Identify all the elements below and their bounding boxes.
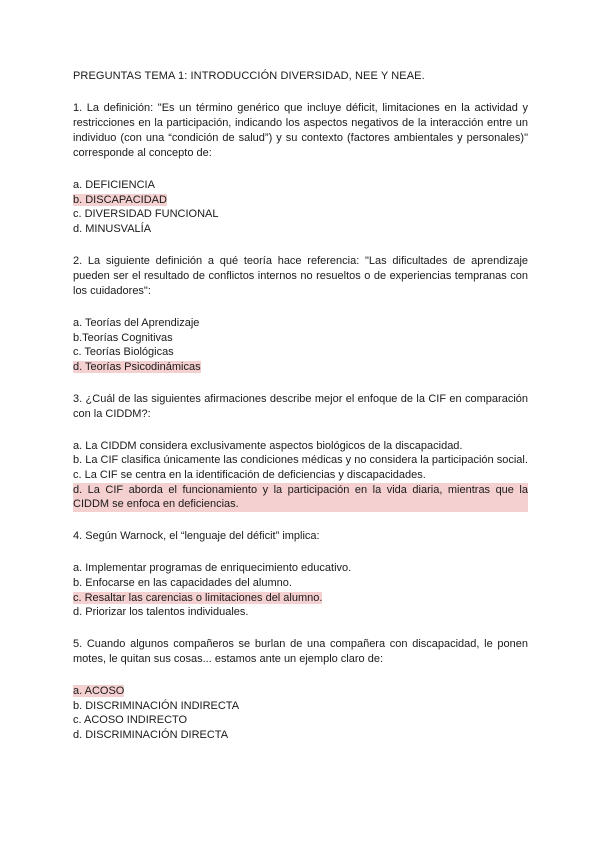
option-label: b. La CIF clasifica únicamente las condiciones médicas y no considera la participación social.	[73, 454, 528, 467]
option-label: c. ACOSO INDIRECTO	[73, 714, 188, 727]
answer-option	[73, 728, 528, 743]
option-label: c. Resaltar las carencias o limitaciones del alumno.	[73, 591, 323, 604]
answer-option	[73, 605, 528, 620]
question-text: 3. ¿Cuál de las siguientes afirmaciones describe mejor el enfoque de la CIF en comparación con la CIDDM?:	[73, 392, 528, 420]
answer-option	[73, 331, 528, 346]
question-text: 2. La siguiente definición a qué teoría hace referencia: "Las dificultades de aprendizaje pueden ser el resultado de conflictos internos no resueltos o de experiencias tempranas con los cuidadores":	[73, 254, 528, 297]
answer-options	[73, 178, 528, 237]
answer-options	[73, 561, 528, 620]
option-label: d. MINUSVALÍA	[73, 223, 152, 236]
answer-option-correct	[73, 483, 528, 512]
answer-options	[73, 684, 528, 743]
option-label: d. Teorías Psicodinámicas	[73, 360, 201, 373]
answer-option-correct	[73, 193, 528, 208]
question-text: 1. La definición: "Es un término genérico que incluye déficit, limitaciones en la actividad y restricciones en la participación, indicando los aspectos negativos de la interacción entre un individuo (con una “condición de salud”) y su contexto (factores ambientales y personales)" corresponde al concepto de:	[73, 102, 528, 159]
option-label: c. La CIF se centra en la identificación de deficiencias y discapacidades.	[73, 469, 426, 482]
answer-option	[73, 453, 528, 468]
document-title: PREGUNTAS TEMA 1: INTRODUCCIÓN DIVERSIDAD, NEE Y NEAE.	[73, 70, 425, 82]
answer-option	[73, 468, 528, 483]
document-page	[73, 69, 528, 760]
option-label: b. Enfocarse en las capacidades del alumno.	[73, 576, 292, 589]
answer-options	[73, 316, 528, 375]
answer-options	[73, 439, 528, 513]
option-label: a. DEFICIENCIA	[73, 179, 155, 191]
option-label: c. Teorías Biológicas	[73, 346, 174, 359]
answer-option	[73, 316, 528, 331]
answer-option	[73, 561, 528, 576]
option-label: a. Implementar programas de enriquecimiento educativo.	[73, 562, 352, 575]
option-label: d. La CIF aborda el funcionamiento y la participación en la vida diaria, mientras que la CIDDM se enfoca en deficiencias.	[73, 483, 528, 511]
answer-option	[73, 713, 528, 728]
answer-option	[73, 222, 528, 237]
option-label: a. ACOSO	[73, 684, 125, 697]
option-label: b.Teorías Cognitivas	[73, 331, 173, 344]
answer-option-correct	[73, 684, 528, 699]
answer-option	[73, 178, 528, 193]
option-label: b. DISCRIMINACIÓN INDIRECTA	[73, 699, 240, 712]
option-label: a. Teorías del Aprendizaje	[73, 316, 200, 329]
answer-option	[73, 207, 528, 222]
option-label: d. DISCRIMINACIÓN DIRECTA	[73, 729, 229, 742]
answer-option-correct	[73, 360, 528, 375]
answer-option	[73, 576, 528, 591]
question-text: 5. Cuando algunos compañeros se burlan de una compañera con discapacidad, le ponen motes, le quitan sus cosas... estamos ante un ejemplo claro de:	[73, 637, 528, 665]
answer-option-correct	[73, 591, 528, 606]
answer-option	[73, 439, 528, 454]
option-label: a. La CIDDM considera exclusivamente aspectos biológicos de la discapacidad.	[73, 439, 463, 452]
answer-option	[73, 699, 528, 714]
answer-option	[73, 345, 528, 360]
option-label: b. DISCAPACIDAD	[73, 193, 167, 206]
option-label: d. Priorizar los talentos individuales.	[73, 606, 249, 619]
question-text: 4. Según Warnock, el “lenguaje del déficit” implica:	[73, 530, 320, 543]
option-label: c. DIVERSIDAD FUNCIONAL	[73, 208, 219, 221]
